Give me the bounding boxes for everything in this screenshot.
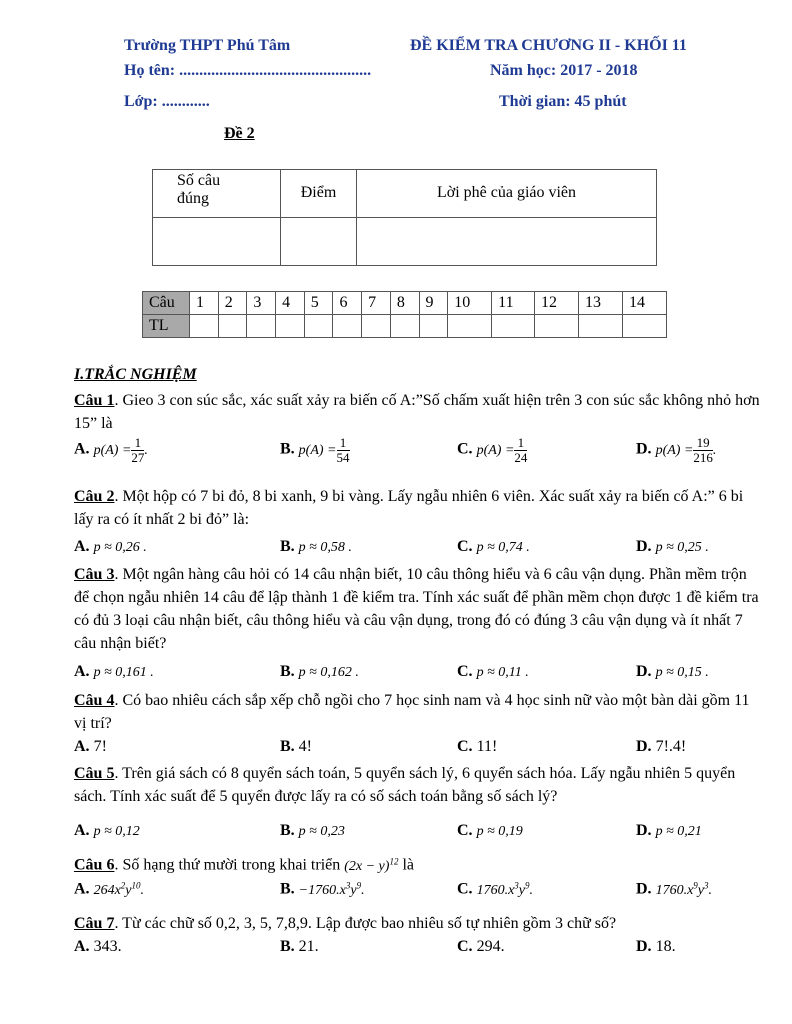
option-letter: D.: [636, 663, 652, 680]
option-letter: C.: [457, 822, 473, 839]
question-5-option-a[interactable]: [74, 822, 140, 840]
question-7-option-b[interactable]: [280, 938, 319, 956]
exam-duration: Thời gian: 45 phút: [499, 93, 627, 110]
option-expression: $264x^2y^{10}$.: [93, 880, 144, 898]
answer-grid-answer-5[interactable]: [304, 315, 333, 338]
question-4-option-a[interactable]: [74, 738, 107, 756]
option-value: p ≈ 0,12: [93, 824, 140, 839]
school-year: Năm học: 2017 - 2018: [490, 62, 638, 79]
option-letter: C.: [457, 440, 473, 458]
answer-grid-answer-8[interactable]: [390, 315, 419, 338]
answer-grid-row-label-question: Câu: [143, 292, 190, 315]
question-7-text: . Từ các chữ số 0,2, 3, 5, 7,8,9. Lập được bao nhiêu số tự nhiên gồm 3 chữ số?: [114, 915, 617, 932]
question-6-option-a[interactable]: [74, 880, 144, 899]
answer-grid-question-14: 14: [622, 292, 666, 315]
option-letter: D.: [636, 822, 652, 839]
question-6-option-c[interactable]: [457, 880, 533, 899]
option-letter: C.: [457, 738, 473, 755]
option-letter: B.: [280, 822, 295, 839]
class-field-label: Lớp: ............: [124, 93, 210, 110]
option-value: p ≈ 0,23: [298, 824, 345, 839]
question-1-option-b[interactable]: [280, 436, 350, 465]
answer-grid-question-12: 12: [535, 292, 579, 315]
question-2-option-d[interactable]: [636, 538, 709, 556]
section-title: I.TRẮC NGHIỆM: [74, 366, 197, 383]
question-2-text: . Một hộp có 7 bi đỏ, 8 bi xanh, 9 bi vàng. Lấy ngẫu nhiên 6 viên. Xác suất xảy ra biến cố A:” 6 bi lấy ra có ít nhất 2 bi đỏ” là:: [74, 488, 744, 528]
question-6-label: Câu 6: [74, 856, 115, 874]
question-3-option-a[interactable]: [74, 663, 154, 681]
exam-version: Đề 2: [224, 125, 255, 142]
question-3-text: . Một ngân hàng câu hỏi có 14 câu nhận biết, 10 câu thông hiểu và 6 câu vận dụng. Phần mềm trộn để chọn ngẫu nhiên 14 câu để lập thành 1 đề kiểm tra. Tính xác suất để phần mềm chọn được 1 đề kiểm tra có đủ 3 loại câu nhận biết, câu thông hiểu và câu vận dụng, trong đó có đúng 3 câu vận dụng và ít nhất 7 câu nhận biết?: [74, 566, 759, 652]
question-4-text: . Có bao nhiêu cách sắp xếp chỗ ngồi cho 7 học sinh nam và 4 học sinh nữ vào một bàn dài gồm 11 vị trí?: [74, 692, 750, 732]
answer-grid-answer-11[interactable]: [492, 315, 535, 338]
option-letter: B.: [280, 663, 295, 680]
answer-grid-question-3: 3: [247, 292, 276, 315]
answer-grid-question-1: 1: [190, 292, 219, 315]
question-6-option-d[interactable]: [636, 880, 712, 899]
option-value: p ≈ 0,19: [476, 824, 523, 839]
question-6-expression: $(2x - y)^{12}$: [344, 856, 399, 874]
option-expression: $-1760.x^3y^9$.: [298, 880, 365, 898]
option-letter: D.: [636, 880, 652, 898]
option-value: p ≈ 0,26 .: [93, 540, 147, 555]
option-letter: D.: [636, 538, 652, 555]
option-letter: C.: [457, 880, 473, 898]
answer-grid-question-2: 2: [218, 292, 247, 315]
question-2-option-b[interactable]: [280, 538, 352, 556]
option-expression: p(A) = $\frac{1}{24}$: [476, 435, 528, 465]
option-letter: B.: [280, 538, 295, 555]
question-1-option-c[interactable]: [457, 436, 527, 465]
question-4-label: Câu 4: [74, 692, 115, 709]
answer-grid-question-10: 10: [448, 292, 492, 315]
question-2-option-c[interactable]: [457, 538, 530, 556]
question-6-text-end: là: [398, 856, 414, 874]
option-letter: C.: [457, 538, 473, 555]
option-expression: $1760.x^3y^9$.: [476, 880, 533, 898]
question-6: [74, 850, 760, 878]
question-5-text: . Trên giá sách có 8 quyển sách toán, 5 quyển sách lý, 6 quyển sách hóa. Lấy ngẫu nhiên 5 quyển sách. Tính xác suất để 5 quyển được lấy ra có số sách toán bằng số sách lý?: [74, 765, 736, 805]
question-2-label: Câu 2: [74, 488, 115, 505]
question-1-text: . Gieo 3 con súc sắc, xác suất xảy ra biến cố A:”Số chấm xuất hiện trên 3 con súc sắc không nhỏ hơn 15” là: [74, 392, 760, 432]
option-expression: p(A) = $\frac{1}{27}$ .: [93, 435, 148, 465]
answer-grid-answer-2[interactable]: [218, 315, 247, 338]
option-value: p ≈ 0,11 .: [476, 665, 529, 680]
option-expression: p(A) = $\frac{19}{216}$ .: [655, 435, 717, 465]
question-1-option-a[interactable]: [74, 436, 148, 465]
answer-grid-answer-13[interactable]: [579, 315, 623, 338]
answer-grid-question-4: 4: [276, 292, 305, 315]
answer-grid-question-9: 9: [419, 292, 448, 315]
option-value: 343.: [93, 938, 122, 955]
option-value: p ≈ 0,162 .: [298, 665, 359, 680]
question-6-text: . Số hạng thứ mười trong khai triển: [114, 856, 345, 874]
score-header-points: Điểm: [281, 170, 357, 218]
question-7: [74, 912, 760, 935]
option-letter: B.: [280, 938, 295, 955]
option-value: 7!.4!: [655, 738, 687, 755]
option-letter: C.: [457, 663, 473, 680]
option-value: p ≈ 0,15 .: [655, 665, 709, 680]
question-7-option-c[interactable]: [457, 938, 505, 956]
option-letter: B.: [280, 440, 295, 458]
question-3-option-b[interactable]: [280, 663, 359, 681]
answer-grid-row-label-answer: TL: [143, 315, 190, 338]
score-cell-correct[interactable]: [153, 218, 281, 266]
answer-grid-answer-3[interactable]: [247, 315, 276, 338]
option-letter: D.: [636, 440, 652, 458]
answer-grid-answer-12[interactable]: [535, 315, 579, 338]
option-letter: D.: [636, 738, 652, 755]
answer-grid-question-13: 13: [579, 292, 623, 315]
option-letter: A.: [74, 880, 90, 898]
option-value: p ≈ 0,161 .: [93, 665, 154, 680]
answer-grid-question-5: 5: [304, 292, 333, 315]
answer-grid-answer-4[interactable]: [276, 315, 305, 338]
answer-grid-answer-10[interactable]: [448, 315, 492, 338]
name-field-label: Họ tên: ................................................: [124, 62, 372, 79]
answer-grid-answer-7[interactable]: [362, 315, 391, 338]
option-letter: B.: [280, 880, 295, 898]
question-5-label: Câu 5: [74, 765, 115, 782]
option-value: 11!: [476, 738, 498, 755]
question-5-option-b[interactable]: [280, 822, 345, 840]
question-4-option-d[interactable]: [636, 738, 686, 756]
question-4: [74, 689, 760, 735]
question-3-label: Câu 3: [74, 566, 115, 583]
option-expression: p(A) = $\frac{1}{54}$: [298, 435, 350, 465]
option-letter: B.: [280, 738, 295, 755]
question-5-option-d[interactable]: [636, 822, 702, 840]
option-letter: A.: [74, 440, 90, 458]
question-3-option-d[interactable]: [636, 663, 709, 681]
score-cell-points[interactable]: [281, 218, 357, 266]
option-letter: A.: [74, 538, 90, 555]
answer-grid: [142, 291, 667, 338]
question-5: [74, 762, 760, 808]
option-value: 18.: [655, 938, 676, 955]
option-value: 4!: [298, 738, 312, 755]
question-4-option-b[interactable]: [280, 738, 312, 756]
answer-grid-answer-1[interactable]: [190, 315, 219, 338]
option-letter: A.: [74, 822, 90, 839]
question-1: [74, 389, 760, 435]
question-4-option-c[interactable]: [457, 738, 497, 756]
option-value: p ≈ 0,74 .: [476, 540, 530, 555]
option-letter: A.: [74, 738, 90, 755]
option-value: 294.: [476, 938, 505, 955]
answer-grid-question-11: 11: [492, 292, 535, 315]
question-1-option-d[interactable]: [636, 436, 716, 465]
answer-grid-answer-14[interactable]: [622, 315, 666, 338]
question-5-option-c[interactable]: [457, 822, 523, 840]
score-cell-comment[interactable]: [357, 218, 657, 266]
option-letter: D.: [636, 938, 652, 955]
answer-grid-answer-6[interactable]: [333, 315, 362, 338]
option-value: p ≈ 0,21: [655, 824, 702, 839]
option-value: 7!: [93, 738, 107, 755]
answer-grid-question-6: 6: [333, 292, 362, 315]
option-letter: A.: [74, 663, 90, 680]
answer-grid-answer-9[interactable]: [419, 315, 448, 338]
option-letter: A.: [74, 938, 90, 955]
option-letter: C.: [457, 938, 473, 955]
question-6-option-b[interactable]: [280, 880, 365, 899]
question-2-option-a[interactable]: [74, 538, 147, 556]
option-value: p ≈ 0,25 .: [655, 540, 709, 555]
question-7-label: Câu 7: [74, 915, 115, 932]
question-7-option-a[interactable]: [74, 938, 122, 956]
answer-grid-question-7: 7: [362, 292, 391, 315]
school-name: Trường THPT Phú Tâm: [124, 37, 291, 54]
option-expression: $1760.x^9y^3$.: [655, 880, 712, 898]
score-header-correct: Số câu đúng: [153, 170, 281, 218]
question-2: [74, 485, 760, 531]
exam-title: ĐỀ KIỂM TRA CHƯƠNG II - KHỐI 11: [410, 37, 687, 54]
option-value: 21.: [298, 938, 319, 955]
question-3: [74, 563, 760, 655]
question-1-label: Câu 1: [74, 392, 115, 409]
option-value: p ≈ 0,58 .: [298, 540, 352, 555]
answer-grid-question-8: 8: [390, 292, 419, 315]
question-3-option-c[interactable]: [457, 663, 529, 681]
question-7-option-d[interactable]: [636, 938, 676, 956]
score-table: [152, 169, 657, 266]
score-header-comment: Lời phê của giáo viên: [357, 170, 657, 218]
